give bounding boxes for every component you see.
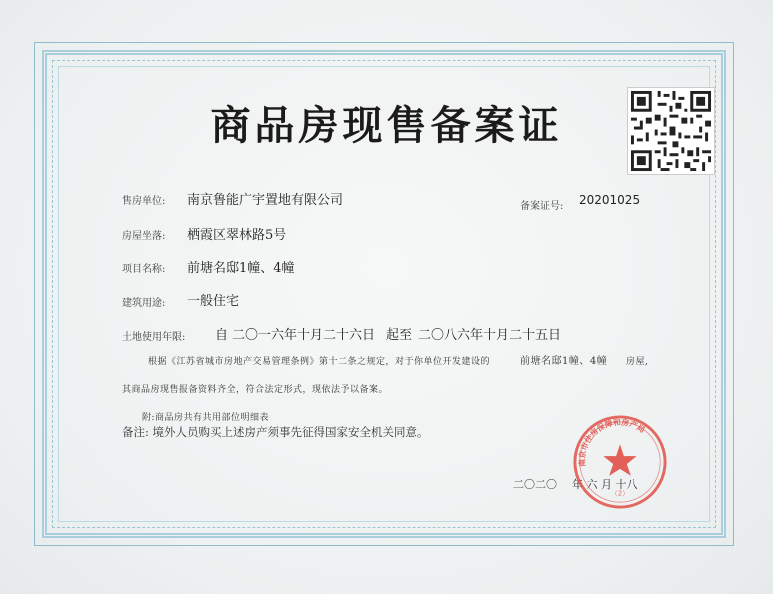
seal-subtext: （2） <box>610 489 630 498</box>
issue-date-rest: 年 六 月 十八 <box>572 478 638 491</box>
paragraph-2-text: 其商品房现售报备资料齐全，符合法定形式，现依法予以备案。 <box>122 385 389 395</box>
certificate-title: 商品房现售备案证 <box>210 103 563 149</box>
cert-number-value: 20201025 <box>579 193 641 207</box>
qr-code-icon <box>627 87 715 175</box>
remark-text: 备注: 境外人员购买上述房产须事先征得国家安全机关同意。 <box>122 425 429 439</box>
address-label: 房屋坐落: <box>122 231 166 242</box>
land-term-to-word: 起至 <box>386 328 413 343</box>
address-value: 栖霞区翠林路5号 <box>187 228 287 243</box>
seller-value: 南京鲁能广宇置地有限公司 <box>187 193 344 208</box>
cert-number-label: 备案证号: <box>520 201 564 212</box>
usage-label: 建筑用途: <box>122 298 166 309</box>
paragraph-1-text: 根据《江苏省城市房地产交易管理条例》第十二条之规定，对于你单位开发建设的 <box>148 357 491 367</box>
land-term-label: 土地使用年限: <box>122 332 186 343</box>
usage-value: 一般住宅 <box>187 294 240 309</box>
paragraph-1-project: 前塘名邸1幢、4幢 <box>520 356 608 367</box>
project-label: 项目名称: <box>122 264 166 275</box>
project-value: 前塘名邸1幢、4幢 <box>187 261 295 276</box>
land-term-to-date: 二〇八六年十月二十五日 <box>418 328 562 343</box>
paragraph-1-end: 房屋, <box>626 357 649 367</box>
issue-date-year: 二〇二〇 <box>513 478 557 491</box>
seal-text: 南京市住房保障和房产局 <box>577 417 647 468</box>
land-term-from-date: 二〇一六年十月二十六日 <box>232 328 376 343</box>
official-seal-icon <box>571 413 669 511</box>
attachment-text: 附:商品房共有共用部位明细表 <box>142 413 270 423</box>
land-term-from-word: 自 <box>215 328 229 343</box>
seller-label: 售房单位: <box>122 196 166 207</box>
